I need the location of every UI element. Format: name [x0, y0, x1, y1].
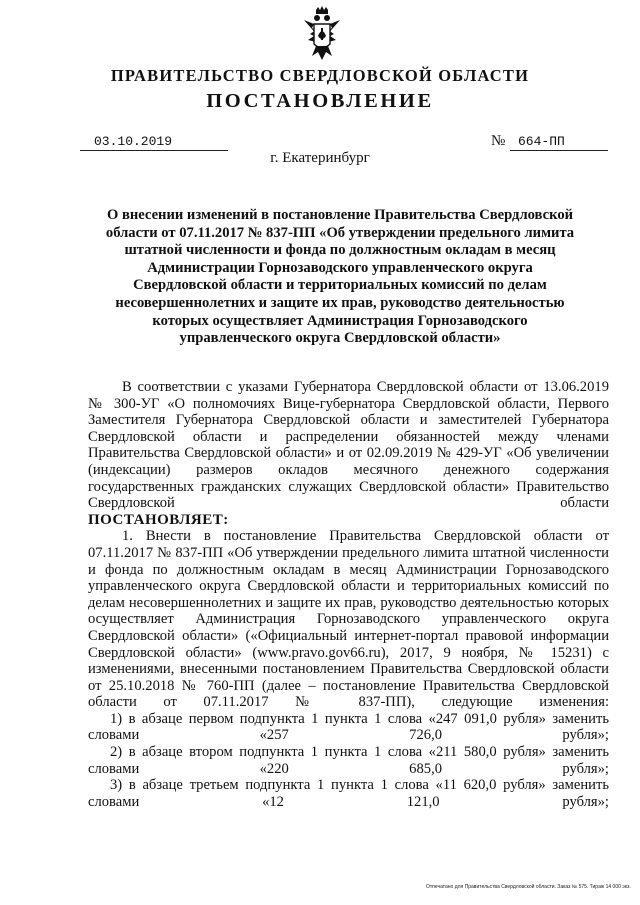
government-title: ПРАВИТЕЛЬСТВО СВЕРДЛОВСКОЙ ОБЛАСТИ — [110, 66, 530, 85]
city-label: г. Екатеринбург — [270, 150, 370, 166]
decree-date: 03.10.2019 — [80, 134, 228, 151]
coat-of-arms-icon — [300, 6, 344, 64]
number-sign: № — [491, 133, 506, 149]
document-type-title: ПОСТАНОВЛЕНИЕ — [206, 90, 434, 112]
item-1-paragraph: 1. Внести в постановление Правительства Свердловской области от 07.11.2017 № 837-ПП «Об утверждении предельного лимита штатной численности и фонда по должностным окладам в месяц Администрации Горнозаводского управленческого округа Свердловской области и территориальных комиссий по делам несовершеннолетних и защите их прав, руководство деятельностью которых осуществляет Администрация Горнозаводского управленческого округа Свердловской области» («Официальный интернет-портал правовой информации Свердловской области» (www.pravo.gov66.ru), 2017, 9 ноября, № 15231) с изменениями, внесенными постановлением Правительства Свердловской области от 25.10.2018 № 760-ПП (далее – постановление Правительства Свердловской области от 07.11.2017 № 837-ПП), следующие изменения: — [88, 528, 609, 711]
print-footer: Отпечатано для Правительства Свердловской области. Заказ № 575. Тираж 14 000 экз. — [426, 884, 631, 890]
subitem-2: 2) в абзаце втором подпункта 1 пункта 1 слова «211 580,0 рубля» заменить словами «220 685,0 рубля»; — [88, 744, 609, 777]
decree-word: ПОСТАНОВЛЯЕТ: — [88, 511, 229, 528]
subitem-1: 1) в абзаце первом подпункта 1 пункта 1 слова «247 091,0 рубля» заменить словами «257 726,0 рубля»; — [88, 710, 609, 744]
decree-body — [88, 379, 609, 810]
intro-paragraph: В соответствии с указами Губернатора Свердловской области от 13.06.2019 № 300-УГ «О полномочиях Вице-губернатора Свердловской области, Первого Заместителя Губернатора Свердловской области и заместителей Губернатора Свердловской области и распределении обязанностей между членами Правительства Свердловской области» и от 02.09.2019 № 429-УГ «Об увеличении (индексации) размеров окладов месячного денежного содержания государственных гражданских служащих Свердловской области» Правительство Свердловской области — [88, 379, 609, 512]
decree-subject: О внесении изменений в постановление Правительства Свердловской области от 07.11.2017 № 837-ПП «Об утверждении предельного лимита штатной численности и фонда по должностным окладам в месяц Администрации Горнозаводского управленческого округа Свердловской области и территориальных комиссий по делам несовершеннолетних и защите их прав, руководство деятельностью которых осуществляет Администрация Горнозаводского управленческого округа Свердловской области» — [105, 207, 575, 347]
subitem-3: 3) в абзаце третьем подпункта 1 пункта 1 слова «11 620,0 рубля» заменить словами «12 121,0 рубля»; — [88, 777, 609, 810]
decree-number: 664-ПП — [510, 134, 608, 151]
